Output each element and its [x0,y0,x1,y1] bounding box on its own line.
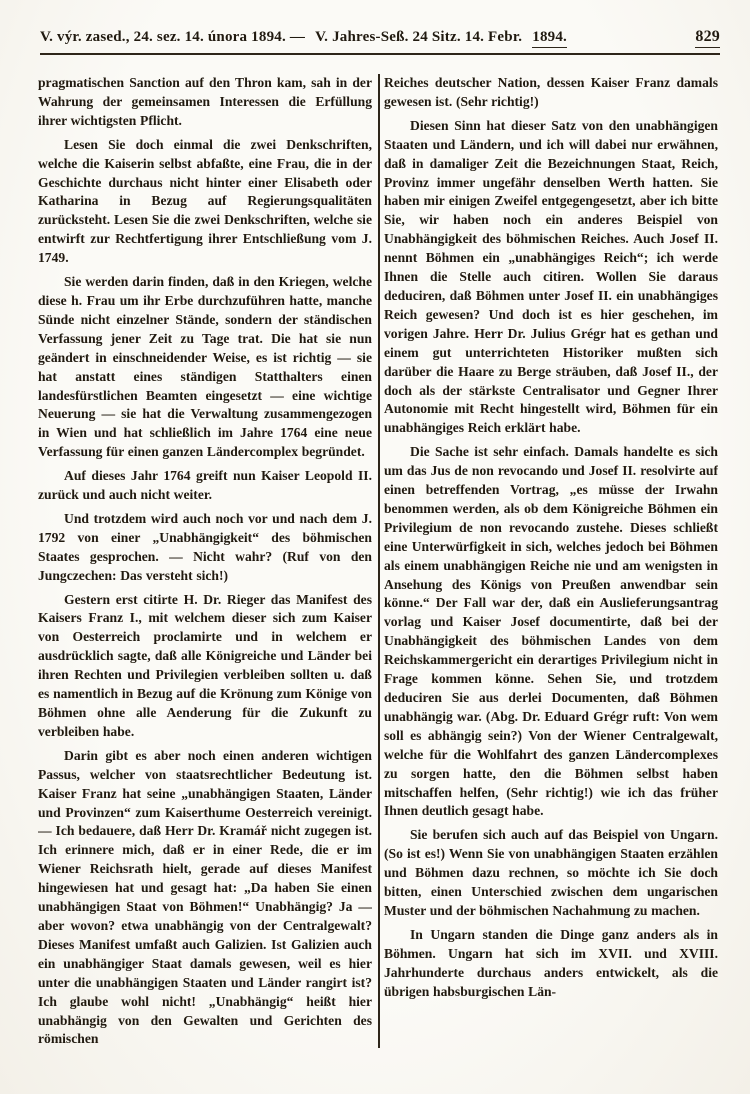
column-left [38,74,372,1074]
text-columns [38,74,720,1074]
paragraph: pragmatischen Sanction auf den Thron kam, sah in der Wahrung der gemeinsamen Interessen die Erfüllung ihrer wichtigsten Pflicht. [38,75,372,128]
paragraph: Auf dieses Jahr 1764 greift nun Kaiser Leopold II. zurück und auch nicht weiter. [38,468,372,503]
paragraph: Diesen Sinn hat dieser Satz von den unabhängigen Staaten und Ländern, und ich will dabei nur erwähnen, daß in damaliger Zeit die Bezeichnungen Staat, Reich, Provinz immer ungefähr denselben Werth hatten. Sie haben mir einigen Zweifel entgegengesetzt, aber ich bitte Sie, wir haben noch ein anderes Beispiel von Unabhängigkeit des böhmischen Reiches. Auch Josef II. nennt Böhmen ein „unabhängiges Reich“; ich werde Ihnen die Stelle auch citiren. Wollen Sie daraus deduciren, daß Böhmen unter Josef II. ein unabhängiges Reich gewesen? Und doch ist es hier geschehen, im vorigen Jahre. Herr Dr. Julius Grégr hat es gethan und einem gut unterrichteten Historiker mußten sich darüber die Haare zu Berge sträuben, daß Josef II., der doch als der stärkste Centralisator und Gegner Ihrer Autonomie mit Recht hingestellt wird, Böhmen für ein unabhängiges Reich erklärt habe. [384,117,718,436]
paragraph: Gestern erst citirte H. Dr. Rieger das Manifest des Kaisers Franz I., mit welchem dieser sich zum Kaiser von Oesterreich proclamirte und in welchem er ausdrücklich sagte, daß alle Königreiche und Länder bei ihren Rechten und Privilegien verbleiben sollten u. daß es namentlich in Bezug auf die Krönung zum Könige von Böhmen ohne alle Aenderung für die Zukunft zu verbleiben habe. [38,591,372,739]
column-divider-rule [378,74,380,1048]
paragraph: Darin gibt es aber noch einen anderen wichtigen Passus, welcher von staatsrechtlicher Bedeutung ist. Kaiser Franz hat seine „unabhängigen Staaten, Länder und Provinzen“ zum Kaiserthume Oesterreich vereinigt. — Ich bedauere, daß Herr Dr. Kramář nicht zugegen ist. Ich erinnere mich, daß er in einer Rede, die er im Wiener Reichsrath hielt, gerade auf dieses Manifest hingewiesen hat und gesagt hat: „Da haben Sie einen unabhängigen Staat von Böhmen!“ Unabhängig? Ja — aber wovon? etwa unabhängig von der Centralgewalt? Dieses Manifest umfaßt auch Galizien. Ist Galizien auch ein unabhängiger Staat damals gewesen, weil es hier unter die unabhängigen Staaten und Länder rangirt ist? Ich glaube wohl nicht! „Unabhängig“ heißt hier unabhängig von den Gewalten und Gerichten des römischen [38,747,372,1047]
paragraph: Sie werden darin finden, daß in den Kriegen, welche diese h. Frau um ihr Erbe durchzuführen hatte, manche Sünde nicht einzelner Stände, sondern der ständischen Verfassung jener Zeit zu Tage trat. Die hat sie nun geändert in einschneidender Weise, es ist richtig — sie hat anstatt eines ständigen Statthalters einen landesfürstlichen Beamten eingesetzt — eine wichtige Neuerung — sie hat die Verwaltung zusammengezogen in Wien und hat schließlich im Jahre 1764 eine neue Verfassung für einen ganzen Ländercomplex begründet. [38,274,372,460]
page-number: 829 [695,28,720,48]
paragraph: Und trotzdem wird auch noch vor und nach dem J. 1792 von einer „Unabhängigkeit“ des böhmischen Staates gesprochen. — Nicht wahr? (Ruf von den Jungczechen: Das versteht sich!) [38,510,372,583]
paragraph: Reiches deutscher Nation, dessen Kaiser Franz damals gewesen ist. (Sehr richtig!) [384,75,718,109]
paragraph: Die Sache ist sehr einfach. Damals handelte es sich um das Jus de non revocando und Josef II. resolvirte auf einen betreffenden Vortrag, „es müsse der Irwahn benommen werden, als ob dem Königreiche Böhmen ein Privilegium de non revocando zustehe. Dieses schließt eine Unterwürfigkeit in sich, welches jedoch bei Böhmen als einem unabhängigen Reiche nie und am wenigsten in Ansehung des Königs von Preußen anwendbar sein könne.“ Der Fall war der, daß ein Auslieferungsantrag vorlag und Kaiser Josef documentirte, daß bei der Unabhängigkeit des böhmischen Landes von dem Reichskammergericht ein derartiges Privilegium nicht in Frage kommen könne. Sehen Sie, und trotzdem deduciren Sie aus derlei Documenten, daß Böhmen unabhängig war. (Abg. Dr. Eduard Grégr ruft: Von wem soll es abhängig sein?) Von der Wiener Centralgewalt, welche für die Wohlfahrt des ganzen Ländercomplexes zu sorgen hatte, den die Böhmen selbst haben mitschaffen helfen, (Sehr richtig!) wie ich das früher Ihnen deutlich gesagt habe. [384,444,718,819]
column-right [384,74,718,1074]
header-session-czech: V. výr. zased., 24. sez. 14. února 1894. — [40,29,306,45]
header-session-german: V. Jahres-Seß. 24 Sitz. 14. Febr. [315,29,523,45]
paragraph: Lesen Sie doch einmal die zwei Denkschriften, welche die Kaiserin selbst abfaßte, eine Frau, die in der Geschichte durchaus nicht hinter einer Elisabeth oder Katharina in Bezug auf Regierungsqualitäten zurücksteht. Lesen Sie die zwei Denkschriften, welche sie entwirft zur Rechtfertigung ihrer Entschließung vom J. 1749. [38,136,372,266]
header-session-year: 1894. [532,29,567,48]
paragraph: Sie berufen sich auch auf das Beispiel von Ungarn. (So ist es!) Wenn Sie von unabhängigen Staaten erzählen und Böhmen dazu rechnen, so möchte ich Sie doch bitten, einen Unterschied zwischen dem ungarischen Muster und der böhmischen Nachahmung zu machen. [384,827,718,918]
page-header [40,28,720,55]
paragraph: In Ungarn standen die Dinge ganz anders als in Böhmen. Ungarn hat sich im XVII. und XVIII. Jahrhunderte durchaus anders entwickelt, als die übrigen habsburgischen Län- [384,926,718,999]
